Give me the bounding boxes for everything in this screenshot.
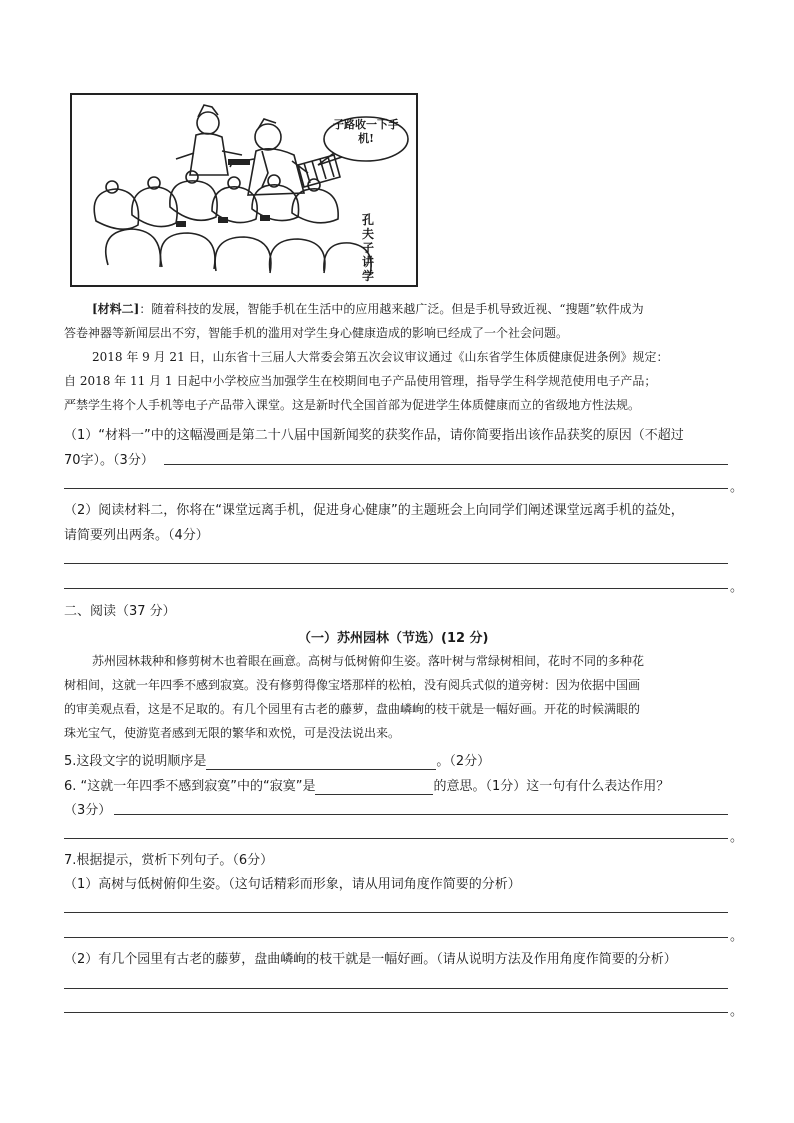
material2-law-line2: 自 2018 年 11 月 1 日起中小学校应当加强学生在校期间电子产品使用管理，指导学生科学规范使用电子产品；: [64, 374, 657, 388]
q7-2-period: 。: [730, 1004, 744, 1019]
passage-line1: 苏州园林栽种和修剪树木也着眼在画意。高树与低树俯仰生姿。落叶树与常绿树相间，花时不同的多种花: [92, 654, 645, 668]
q7-1-answer-line-2[interactable]: [64, 937, 728, 938]
q6-text: 6. “这就一年四季不感到寂寞”中的“寂寞”是: [64, 779, 316, 794]
q7-1-answer-line-1[interactable]: [64, 912, 728, 913]
q6-points: （3分）: [64, 803, 112, 818]
q7-1-period: 。: [730, 929, 744, 944]
q7-2-answer-line-2[interactable]: [64, 1012, 728, 1013]
q2-text-line1: （2）阅读材料二，你将在“课堂远离手机，促进身心健康”的主题班会上向同学们阐述课堂远离手机的益处，: [64, 503, 684, 518]
q7-sub1: （1）高树与低树俯仰生姿。（这句话精彩而形象，请从用词角度作简要的分析）: [64, 877, 521, 892]
q7-title: 7.根据提示，赏析下列句子。（6分）: [64, 853, 274, 868]
q2-text-line2: 请简要列出两条。（4分）: [64, 528, 209, 543]
q7-sub2: （2）有几个园里有古老的藤萝，盘曲嶙峋的枝干就是一幅好画。（请从说明方法及作用角度作简要的分析）: [64, 952, 677, 967]
q5-answer-blank[interactable]: [206, 754, 436, 770]
q5-text: 5.这段文字的说明顺序是: [64, 754, 207, 769]
material2-line2: 答卷神器等新闻层出不穷，智能手机的滥用对学生身心健康造成的影响已经成了一个社会问题。: [64, 326, 569, 340]
passage-line3: 的审美观点看，这是不足取的。有几个园里有古老的藤萝，盘曲嶙峋的枝干就是一幅好画。开花的时候满眼的: [64, 702, 641, 716]
q6-answer-line-2[interactable]: [64, 838, 728, 839]
material2-line1: [92, 300, 644, 317]
cartoon-side-caption: 孔夫子讲学: [362, 213, 375, 283]
q1-answer-line-2[interactable]: [64, 488, 728, 489]
q2-answer-line-2[interactable]: [64, 588, 728, 589]
q6-line1: [64, 775, 669, 795]
q6-answer-blank[interactable]: [315, 779, 433, 795]
material2-text: ：随着科技的发展，智能手机在生活中的应用越来越广泛。但是手机导致近视、“搜题”软件成为: [139, 302, 644, 316]
q1-text-line2: 70字）。（3分）: [64, 453, 154, 468]
speech-bubble-text: 子路收一下手机!: [333, 118, 399, 145]
q6-answer-line-1[interactable]: [114, 814, 728, 815]
q2-answer-line-1[interactable]: [64, 563, 728, 564]
material2-label: [材料二]: [92, 302, 140, 316]
passage-line4: 珠光宝气，使游览者感到无限的繁华和欢悦，可是没法说出来。: [64, 726, 401, 740]
passage-line2: 树相间，这就一年四季不感到寂寞。没有修剪得像宝塔那样的松柏，没有阅兵式似的道旁树：因为依据中国画: [64, 678, 641, 692]
q5-line: [64, 750, 490, 770]
q2-period: 。: [730, 580, 744, 595]
q5-points: 。（2分）: [436, 754, 491, 769]
q6-period: 。: [730, 830, 744, 845]
q1-period: 。: [730, 480, 744, 495]
q1-answer-line-1[interactable]: [164, 464, 728, 465]
material2-law-line1: 2018 年 9 月 21 日，山东省十三届人大常委会第五次会议审议通过《山东省学生体质健康促进条例》规定：: [92, 350, 669, 364]
section-heading: 二、阅读（37 分）: [64, 604, 176, 619]
material2-law-line3: 严禁学生将个人手机等电子产品带入课堂。这是新时代全国首部为促进学生体质健康而立的省级地方性法规。: [64, 398, 641, 412]
q7-2-answer-line-1[interactable]: [64, 988, 728, 989]
q6-text-2: 的意思。（1分）这一句有什么表达作用？: [433, 779, 670, 794]
q1-text-line1: （1）“材料一”中的这幅漫画是第二十八届中国新闻奖的获奖作品，请你简要指出该作品获奖的原因（不超过: [64, 428, 684, 443]
passage-title: （一）苏州园林（节选）(12 分): [298, 631, 489, 646]
